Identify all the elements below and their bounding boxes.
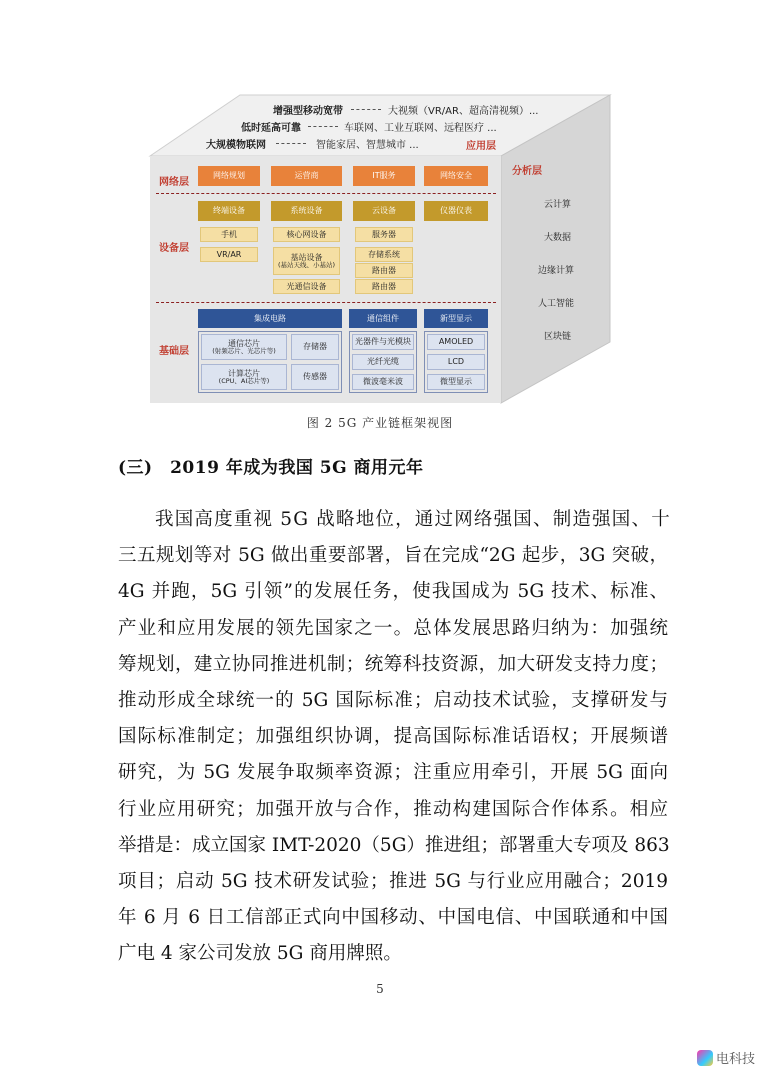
analysis-item-bigdata: 大数据 xyxy=(544,233,572,243)
application-layer-label: 应用层 xyxy=(466,141,496,152)
analysis-layer-title: 分析层 xyxy=(512,166,542,177)
para-line-5: 筹规划，建立协同推进机制；统筹科技资源，加大研发支持力度； xyxy=(118,653,668,675)
watermark xyxy=(697,1048,755,1067)
separator-1 xyxy=(156,193,496,194)
new-display-header: 新型显示 xyxy=(424,309,488,328)
para-line-6: 推动形成全球统一的 5G 国际标准；启动技术试验，支撑研发与 xyxy=(118,690,668,712)
figure-caption: 图 2 5G 产业链框架视图 xyxy=(306,416,454,430)
top-row1-right: 大视频（VR/AR、超高清视频）... xyxy=(388,106,539,117)
separator-2 xyxy=(156,302,496,303)
memory-box: 存储器 xyxy=(291,334,339,360)
terminal-device-header: 终端设备 xyxy=(198,201,260,221)
sensor-box: 传感器 xyxy=(291,364,339,390)
analysis-item-ai: 人工智能 xyxy=(538,299,575,309)
device-layer-label: 设备层 xyxy=(159,243,189,254)
page-number: 5 xyxy=(376,982,384,996)
para-line-11: 项目；启动 5G 技术研发试验；推进 5G 与行业应用融合；2019 xyxy=(118,871,668,893)
base-station-label: 基站设备 xyxy=(290,252,323,262)
analysis-item-cloud: 云计算 xyxy=(544,200,572,210)
fiber-cable-box: 光纤光缆 xyxy=(352,354,414,370)
compute-chip-label: 计算芯片 xyxy=(228,368,260,378)
lcd-box: LCD xyxy=(427,354,485,370)
front-face xyxy=(150,156,501,403)
para-line-2: 三五规划等对 5G 做出重要部署，旨在完成“2G 起步，3G 突破， xyxy=(118,545,668,567)
para-line-3: 4G 并跑，5G 引领”的发展任务，使我国成为 5G 技术、标准、 xyxy=(118,581,668,603)
base-layer-label: 基础层 xyxy=(159,346,189,357)
server-box: 服务器 xyxy=(355,227,413,242)
system-device-header: 系统设备 xyxy=(271,201,342,221)
para-line-4: 产业和应用发展的领先国家之一。总体发展思路归纳为：加强统 xyxy=(118,617,668,639)
router-box-1: 路由器 xyxy=(355,263,413,278)
section-heading: (三) 2019 年成为我国 5G 商用元年 xyxy=(118,458,424,478)
industry-chain-diagram xyxy=(140,90,620,412)
comm-chip-note: (射频芯片、光芯片等) xyxy=(212,346,276,355)
comm-chip-box xyxy=(201,334,287,360)
para-line-7: 国际标准制定；加强组织协调，提高国际标准话语权；开展频谱 xyxy=(118,726,668,748)
body-paragraph xyxy=(118,502,671,973)
micro-display-box: 微型显示 xyxy=(427,374,485,390)
top-row2-left: 低时延高可靠 xyxy=(241,123,301,134)
dash-1 xyxy=(351,109,381,110)
top-row2-right: 车联网、工业互联网、远程医疗 ... xyxy=(344,123,497,134)
cloud-device-header: 云设备 xyxy=(353,201,415,221)
network-security-box: 网络安全 xyxy=(424,166,488,186)
storage-system-box: 存储系统 xyxy=(355,247,413,262)
top-row3-right: 智能家居、智慧城市 ... xyxy=(316,140,419,151)
para-line-10: 举措是：成立国家 IMT-2020（5G）推进组；部署重大专项及 863 xyxy=(118,834,670,856)
optical-module-box: 光器件与光模块 xyxy=(352,334,414,350)
para-line-13: 广电 4 家公司发放 5G 商用牌照。 xyxy=(118,943,402,965)
microwave-box: 微波毫米波 xyxy=(352,374,414,390)
watermark-text: 电科技 xyxy=(716,1052,756,1067)
para-line-9: 行业应用研究；加强开放与合作，推动构建国际合作体系。相应 xyxy=(118,798,668,820)
vr-ar-box: VR/AR xyxy=(200,247,258,262)
analysis-item-edge: 边缘计算 xyxy=(538,266,575,276)
dash-3 xyxy=(276,143,306,144)
analysis-item-blockchain: 区块链 xyxy=(544,332,572,342)
para-line-12: 年 6 月 6 日工信部正式向中国移动、中国电信、中国联通和中国 xyxy=(118,907,668,929)
compute-chip-note: (CPU、AI芯片等) xyxy=(218,376,270,385)
phone-box: 手机 xyxy=(200,227,258,242)
comm-chip-label: 通信芯片 xyxy=(228,338,260,348)
optical-comm-box: 光通信设备 xyxy=(273,279,340,294)
top-row1-left: 增强型移动宽带 xyxy=(273,106,343,117)
it-service-box: IT服务 xyxy=(353,166,415,186)
network-planning-box: 网络规划 xyxy=(198,166,260,186)
operator-box: 运营商 xyxy=(271,166,342,186)
instrument-header: 仪器仪表 xyxy=(424,201,488,221)
compute-chip-box xyxy=(201,364,287,390)
router-box-2: 路由器 xyxy=(355,279,413,294)
network-layer-label: 网络层 xyxy=(159,177,189,188)
base-station-box xyxy=(273,247,340,275)
amoled-box: AMOLED xyxy=(427,334,485,350)
watermark-logo-icon xyxy=(697,1050,713,1066)
top-row3-left: 大规模物联网 xyxy=(206,140,266,151)
ic-header: 集成电路 xyxy=(198,309,342,328)
base-station-note: (基站天线、小基站) xyxy=(277,260,336,269)
dash-2 xyxy=(308,126,338,127)
para-line-1: 我国高度重视 5G 战略地位，通过网络强国、制造强国、十 xyxy=(155,509,671,530)
para-line-8: 研究，为 5G 发展争取频率资源；注重应用牵引，开展 5G 面向 xyxy=(118,762,668,784)
comm-component-header: 通信组件 xyxy=(349,309,417,328)
core-network-box: 核心网设备 xyxy=(273,227,340,242)
